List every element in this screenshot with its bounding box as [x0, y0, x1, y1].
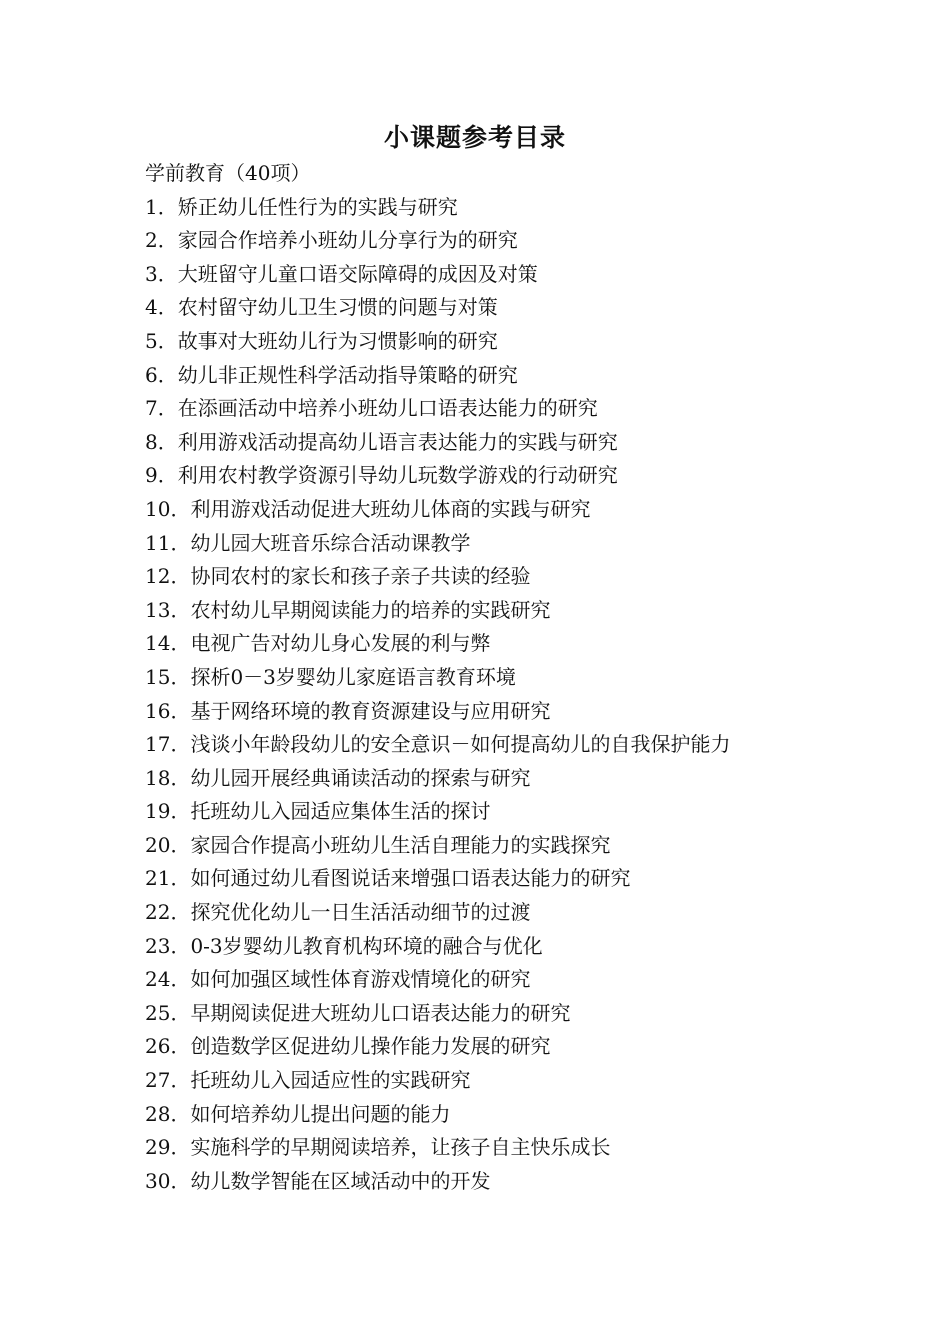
- list-item-number: 8．: [145, 429, 178, 454]
- list-item-text: 创造数学区促进幼儿操作能力发展的研究: [190, 1034, 551, 1059]
- list-item-text: 实施科学的早期阅读培养，让孩子自主快乐成长: [190, 1135, 611, 1160]
- list-item-number: 14．: [145, 631, 191, 656]
- list-item: [145, 493, 865, 527]
- list-item: [145, 258, 865, 292]
- list-item-number: 9．: [145, 463, 178, 488]
- list-item: [145, 963, 865, 997]
- list-item: [145, 896, 865, 930]
- list-item: [145, 426, 865, 460]
- list-item-text: 基于网络环境的教育资源建设与应用研究: [190, 698, 551, 723]
- list-item-number: 16．: [145, 698, 191, 723]
- section-heading: 学前教育（40项）: [145, 161, 311, 185]
- list-item-text: 探析0－3岁婴幼儿家庭语言教育环境: [190, 664, 516, 689]
- list-item-number: 28．: [145, 1101, 191, 1126]
- list-item-text: 农村留守幼儿卫生习惯的问题与对策: [177, 295, 498, 320]
- list-item-number: 30．: [145, 1168, 191, 1193]
- list-item-text: 家园合作培养小班幼儿分享行为的研究: [177, 228, 518, 253]
- list-item-number: 19．: [145, 799, 191, 824]
- list-item: [145, 325, 865, 359]
- list-item: [145, 1131, 865, 1165]
- list-item-text: 协同农村的家长和孩子亲子共读的经验: [190, 564, 531, 589]
- list-item-text: 幼儿园大班音乐综合活动课教学: [190, 530, 471, 555]
- list-item-text: 利用农村教学资源引导幼儿玩数学游戏的行动研究: [177, 463, 618, 488]
- list-item: [145, 762, 865, 796]
- list-item: [145, 392, 865, 426]
- list-item: [145, 359, 865, 393]
- list-item-number: 11．: [145, 530, 191, 555]
- list-item-text: 托班幼儿入园适应性的实践研究: [190, 1068, 471, 1093]
- list-item-text: 农村幼儿早期阅读能力的培养的实践研究: [190, 597, 551, 622]
- list-item-text: 利用游戏活动促进大班幼儿体商的实践与研究: [190, 496, 591, 521]
- list-item-number: 6．: [145, 362, 178, 387]
- list-item: [145, 291, 865, 325]
- list-item-number: 18．: [145, 765, 191, 790]
- list-item-number: 5．: [145, 328, 178, 353]
- list-item: [145, 661, 865, 695]
- list-item-number: 13．: [145, 597, 191, 622]
- list-item: [145, 930, 865, 964]
- list-item: [145, 728, 865, 762]
- list-item-text: 家园合作提高小班幼儿生活自理能力的实践探究: [190, 832, 611, 857]
- list-item-text: 电视广告对幼儿身心发展的利与弊: [190, 631, 491, 656]
- list-item-text: 早期阅读促进大班幼儿口语表达能力的研究: [190, 1000, 571, 1025]
- list-item: [145, 695, 865, 729]
- list-item: [145, 560, 865, 594]
- list-item-number: 26．: [145, 1034, 191, 1059]
- list-item-number: 27．: [145, 1068, 191, 1093]
- list-item: [145, 795, 865, 829]
- list-item-number: 21．: [145, 866, 191, 891]
- list-item: [145, 1030, 865, 1064]
- list-item: [145, 224, 865, 258]
- list-item-text: 幼儿数学智能在区域活动中的开发: [190, 1168, 491, 1193]
- list-item: [145, 1098, 865, 1132]
- list-item: [145, 1064, 865, 1098]
- list-item-number: 3．: [145, 261, 178, 286]
- list-item: [145, 829, 865, 863]
- page-title: 小课题参考目录: [383, 123, 566, 152]
- list-item-text: 如何培养幼儿提出问题的能力: [190, 1101, 451, 1126]
- list-item: [145, 1165, 865, 1199]
- list-item-text: 矫正幼儿任性行为的实践与研究: [177, 194, 458, 219]
- list-item-number: 23．: [145, 933, 191, 958]
- list-item-text: 大班留守儿童口语交际障碍的成因及对策: [177, 261, 538, 286]
- list-item-text: 浅谈小年龄段幼儿的安全意识－如何提高幼儿的自我保护能力: [190, 732, 731, 757]
- list-item-text: 在添画活动中培养小班幼儿口语表达能力的研究: [177, 396, 598, 421]
- document-body: [145, 157, 865, 1198]
- list-item-number: 20．: [145, 832, 191, 857]
- list-item-number: 1．: [145, 194, 178, 219]
- list-item-number: 29．: [145, 1135, 191, 1160]
- list-item-text: 故事对大班幼儿行为习惯影响的研究: [177, 328, 498, 353]
- list-item: [145, 459, 865, 493]
- list-item-text: 利用游戏活动提高幼儿语言表达能力的实践与研究: [177, 429, 618, 454]
- list-item-number: 7．: [145, 396, 178, 421]
- list-item-text: 托班幼儿入园适应集体生活的探讨: [190, 799, 491, 824]
- list-item-number: 17．: [145, 732, 191, 757]
- list-item: [145, 594, 865, 628]
- list-item-text: 如何通过幼儿看图说话来增强口语表达能力的研究: [190, 866, 631, 891]
- list-item-number: 4．: [145, 295, 178, 320]
- list-item-number: 12．: [145, 564, 191, 589]
- list-item-text: 幼儿非正规性科学活动指导策略的研究: [177, 362, 518, 387]
- list-item-number: 25．: [145, 1000, 191, 1025]
- list-item-number: 2．: [145, 228, 178, 253]
- list-item: [145, 191, 865, 225]
- list-item-number: 15．: [145, 664, 191, 689]
- list-item-text: 幼儿园开展经典诵读活动的探索与研究: [190, 765, 531, 790]
- list-item-text: 如何加强区域性体育游戏情境化的研究: [190, 967, 531, 992]
- topic-list: [145, 191, 865, 1199]
- list-item-number: 22．: [145, 900, 191, 925]
- list-item: [145, 862, 865, 896]
- list-item: [145, 627, 865, 661]
- list-item-text: 探究优化幼儿一日生活活动细节的过渡: [190, 900, 531, 925]
- list-item: [145, 527, 865, 561]
- list-item-number: 24．: [145, 967, 191, 992]
- list-item: [145, 997, 865, 1031]
- list-item-number: 10．: [145, 496, 191, 521]
- list-item-text: 0-3岁婴幼儿教育机构环境的融合与优化: [190, 933, 543, 958]
